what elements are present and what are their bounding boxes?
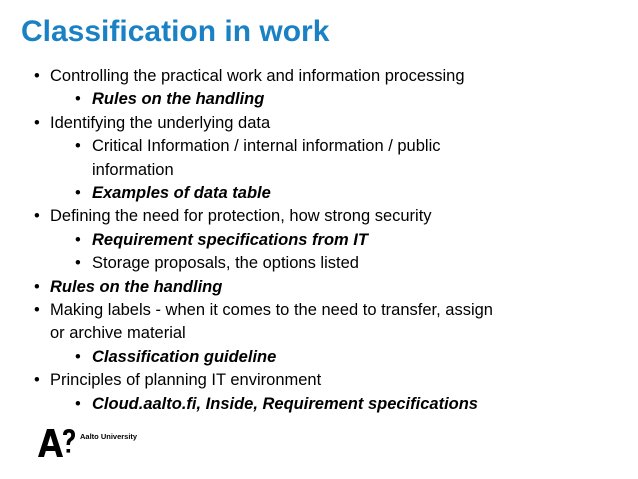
logo-text: Aalto University: [80, 432, 138, 441]
slide-title: Classification in work: [21, 15, 330, 48]
sub-bullet-item: • Cloud.aalto.fi, Inside, Requirement specifications: [0, 393, 638, 416]
sub-bullet-item: • Examples of data table: [0, 182, 638, 205]
sub-bullet-item: • Storage proposals, the options listed: [0, 252, 638, 275]
bullet-item: • Principles of planning IT environment: [0, 369, 638, 392]
sub-bullet-item: • Critical Information / internal information / public: [0, 135, 638, 158]
bullet-item: • Rules on the handling: [0, 276, 638, 299]
bullet-item: • Identifying the underlying data: [0, 112, 638, 135]
sub-bullet-item: • Rules on the handling: [0, 88, 638, 111]
bullet-item: • Defining the need for protection, how strong security: [0, 205, 638, 228]
bullet-item: • Making labels - when it comes to the need to transfer, assign: [0, 299, 638, 322]
aalto-logo-icon: [38, 428, 76, 458]
bullet-list: [0, 65, 638, 416]
bullet-item: • Controlling the practical work and information processing: [0, 65, 638, 88]
sub-bullet-item: • Requirement specifications from IT: [0, 229, 638, 252]
aalto-logo: [38, 428, 137, 458]
sub-bullet-continuation: information: [92, 160, 174, 179]
bullet-continuation: or archive material: [50, 324, 186, 343]
sub-bullet-item: • Classification guideline: [0, 346, 638, 369]
